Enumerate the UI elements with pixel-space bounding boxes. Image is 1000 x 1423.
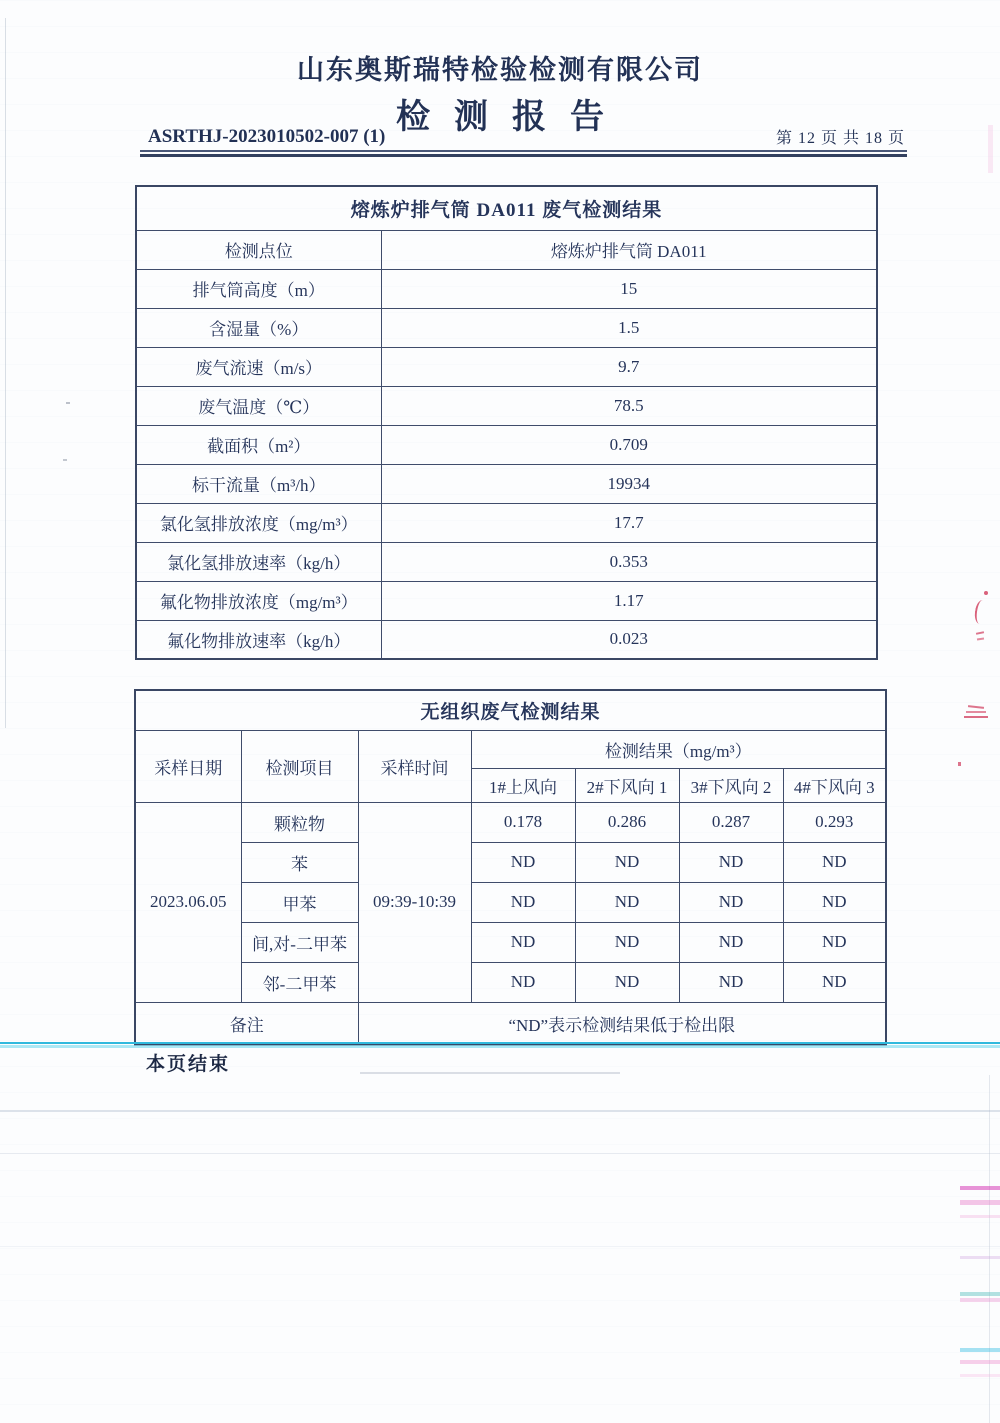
result-value: 0.287 [679,802,783,842]
table-row [136,464,877,503]
param-value: 78.5 [381,386,877,425]
param-label: 氟化物排放速率（kg/h） [136,620,381,659]
table-row [136,308,877,347]
scan-streak [0,1153,1000,1154]
table-row [135,802,886,842]
scan-color-strip [960,1215,1000,1218]
page-end-divider [0,1042,1000,1044]
result-value: ND [575,922,679,962]
subcol-downwind-1: 2#下风向 1 [575,768,679,802]
subcol-upwind: 1#上风向 [471,768,575,802]
col-header-item: 检测项目 [241,730,358,802]
param-value: 0.023 [381,620,877,659]
result-value: ND [679,922,783,962]
table-row [136,386,877,425]
page-end-text: 本页结束 [146,1054,231,1075]
param-label: 标干流量（m³/h） [136,464,381,503]
table-row [136,581,877,620]
table-row [136,186,877,230]
scan-color-strip [960,1292,1000,1296]
page-number: 第 12 页 共 18 页 [775,130,905,147]
report-title: 检测报告 [396,99,628,136]
scan-speck [63,459,67,461]
table-row [136,542,877,581]
company-name: 山东奥斯瑞特检验检测有限公司 [297,55,703,85]
sampling-time: 09:39-10:39 [358,802,471,1002]
item-name: 苯 [241,842,358,882]
scan-streak [0,1246,1000,1247]
param-label: 氯化氢排放浓度（mg/m³） [136,503,381,542]
fugitive-emission-table [134,689,887,1046]
red-stamp-fragment [977,638,984,641]
scan-color-strip [960,1186,1000,1190]
stack-exhaust-table [135,185,878,660]
page-end-divider-glow [0,1045,1000,1048]
result-value: ND [679,962,783,1002]
param-value: 17.7 [381,503,877,542]
col-header-result: 检测结果（mg/m³） [471,730,886,768]
table-remark-row [135,1002,886,1045]
item-name: 甲苯 [241,882,358,922]
table-row [135,962,886,1002]
result-value: ND [575,882,679,922]
red-stamp-fragment [968,705,984,709]
result-value: ND [575,962,679,1002]
table-row [136,230,877,269]
stack-table-title: 熔炼炉排气筒 DA011 废气检测结果 [136,186,877,230]
table-row [135,922,886,962]
scan-color-strip [960,1348,1000,1352]
table-row [136,503,877,542]
remark-label: 备注 [135,1002,358,1045]
header-rule-thick [140,154,907,157]
param-value: 0.353 [381,542,877,581]
sampling-date: 2023.06.05 [135,802,241,1002]
red-stamp-fragment [958,762,961,766]
scan-color-strip [960,1374,1000,1377]
result-value: 0.178 [471,802,575,842]
scan-speck [66,402,70,404]
result-value: ND [679,842,783,882]
result-value: ND [575,842,679,882]
result-value: ND [471,962,575,1002]
param-label: 含湿量（%） [136,308,381,347]
scan-color-strip [960,1200,1000,1205]
item-name: 邻-二甲苯 [241,962,358,1002]
param-label: 检测点位 [136,230,381,269]
report-number: ASRTHJ-2023010502-007 (1) [148,126,386,147]
param-value: 19934 [381,464,877,503]
param-label: 排气筒高度（m） [136,269,381,308]
result-value: ND [783,882,886,922]
item-name: 间,对-二甲苯 [241,922,358,962]
scan-streak [0,1110,1000,1112]
table-header-row [135,730,886,768]
table-row [136,347,877,386]
red-stamp-fragment [976,631,984,635]
result-value: ND [783,842,886,882]
remark-text: “ND”表示检测结果低于检出限 [358,1002,886,1045]
col-header-date: 采样日期 [135,730,241,802]
col-header-time: 采样时间 [358,730,471,802]
red-stamp-fragment [984,591,988,595]
param-value: 0.709 [381,425,877,464]
scan-color-strip [960,1256,1000,1259]
item-name: 颗粒物 [241,802,358,842]
table-row [136,269,877,308]
param-value: 9.7 [381,347,877,386]
header-meta-row [148,122,905,148]
scan-streak [360,1072,620,1074]
param-value: 15 [381,269,877,308]
result-value: 0.293 [783,802,886,842]
subcol-downwind-2: 3#下风向 2 [679,768,783,802]
result-value: ND [783,922,886,962]
red-stamp-fragment [964,716,988,718]
red-stamp-fragment [973,599,988,624]
table-row [136,620,877,659]
param-label: 氯化氢排放速率（kg/h） [136,542,381,581]
param-label: 废气流速（m/s） [136,347,381,386]
table-row [135,882,886,922]
param-label: 氟化物排放浓度（mg/m³） [136,581,381,620]
param-label: 废气温度（℃） [136,386,381,425]
red-stamp-fragment [966,711,986,713]
scan-edge-line-right [989,1075,990,1423]
result-value: ND [783,962,886,1002]
table-row [136,425,877,464]
param-value: 1.17 [381,581,877,620]
subcol-downwind-3: 4#下风向 3 [783,768,886,802]
scan-color-strip [960,1360,1000,1364]
param-label: 截面积（m²） [136,425,381,464]
result-value: 0.286 [575,802,679,842]
scan-color-strip [960,1298,1000,1302]
table-row [135,842,886,882]
table-row [135,690,886,730]
result-value: ND [679,882,783,922]
result-value: ND [471,882,575,922]
param-value: 熔炼炉排气筒 DA011 [381,230,877,269]
result-value: ND [471,922,575,962]
header-rule-thin [140,150,907,152]
fugitive-table-title: 无组织废气检测结果 [135,690,886,730]
result-value: ND [471,842,575,882]
param-value: 1.5 [381,308,877,347]
